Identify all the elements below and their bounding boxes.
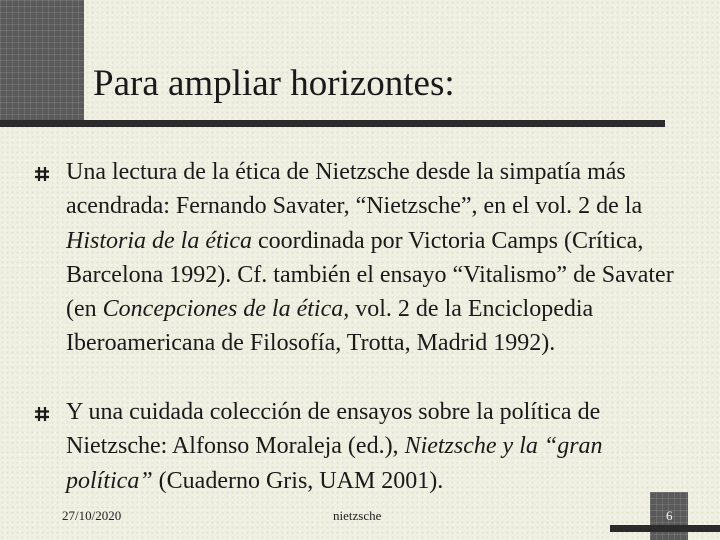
- footer-page-number: 6: [666, 508, 673, 523]
- bullet-2-part-3: (Cuaderno Gris, UAM 2001).: [152, 467, 444, 494]
- bullet-2-part-2: Nietzsche y la “gran política”: [66, 433, 603, 494]
- footer-date: 27/10/2020: [62, 508, 122, 523]
- bullet-text-2: [66, 399, 603, 494]
- bullet-1-part-3: coordinada por Victoria Camps (Crítica, Barcelona 1992). Cf. también el ensayo “Vitalismo” de Savater (en: [66, 227, 674, 323]
- footer-title: nietzsche: [333, 508, 382, 523]
- hash-bullet-icon: [34, 406, 50, 422]
- bullet-1-part-1: Una lectura de la ética de Nietzsche desde la simpatía más acendrada: Fernando Savater, “Nietzsche”, en el vol. 2 de la: [66, 159, 643, 220]
- bullet-2-part-1: Y una cuidada colección de ensayos sobre la política de Nietzsche: Alfonso Moraleja (ed.),: [66, 399, 601, 460]
- hash-bullet-icon: [34, 166, 50, 182]
- bullet-1-part-2: Historia de la ética: [66, 227, 252, 254]
- slide-title: Para ampliar horizontes:: [93, 63, 455, 104]
- bullet-item-2: [66, 395, 694, 498]
- footer-corner-rule: [610, 525, 720, 532]
- bullet-1-part-5: vol. 2 de la Enciclopedia Iberoamericana de Filosofía, Trotta, Madrid 1992).: [66, 296, 594, 357]
- bullet-1-part-4: Concepciones de la ética,: [102, 296, 350, 323]
- bullet-text-1: [66, 159, 674, 356]
- title-rule: [0, 120, 665, 127]
- title-side-block: [0, 0, 84, 120]
- bullet-item-1: [66, 155, 694, 361]
